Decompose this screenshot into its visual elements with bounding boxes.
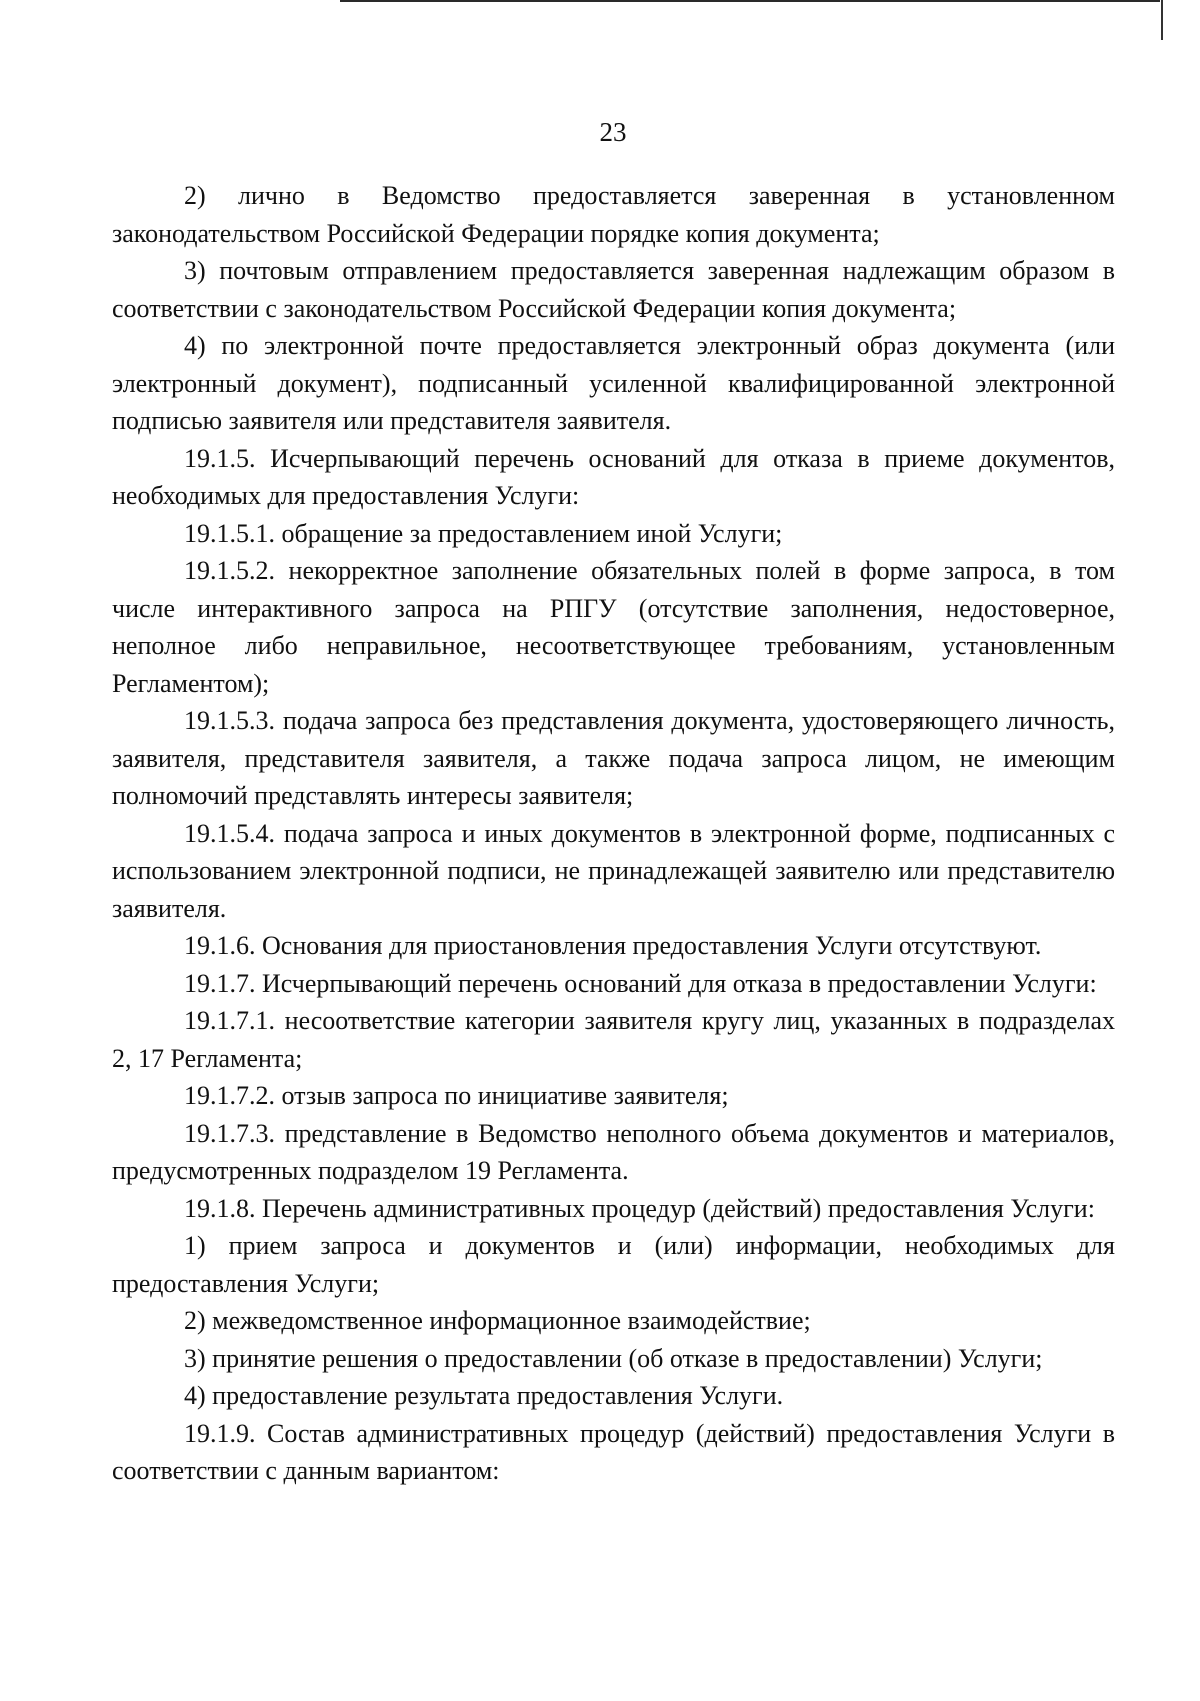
paragraph-19-1-5-1: 19.1.5.1. обращение за предоставлением иной Услуги;	[184, 518, 783, 548]
paragraph-19-1-7-3: 19.1.7.3. представление в Ведомство неполного объема документов и материалов, предусмотренных подразделом 19 Регламента.	[112, 1118, 1115, 1185]
paragraph-procedure-2: 2) межведомственное информационное взаимодействие;	[184, 1306, 811, 1335]
right-edge-mark	[1161, 0, 1163, 40]
paragraph-item-2-personal: 2) лично в Ведомство предоставляется заверенная в установленном законодательством Российской Федерации порядке копия документа;	[112, 181, 1115, 248]
paragraph-19-1-7-1: 19.1.7.1. несоответствие категории заявителя кругу лиц, указанных в подразделах 2, 17 Регламента;	[112, 1006, 1115, 1073]
paragraph-procedure-3: 3) принятие решения о предоставлении (об отказе в предоставлении) Услуги;	[184, 1343, 1043, 1373]
paragraph-19-1-6: 19.1.6. Основания для приостановления предоставления Услуги отсутствуют.	[184, 931, 1042, 960]
paragraph-19-1-8: 19.1.8. Перечень административных процедур (действий) предоставления Услуги:	[184, 1193, 1095, 1223]
paragraph-19-1-5: 19.1.5. Исчерпывающий перечень оснований для отказа в приеме документов, необходимых для предоставления Услуги:	[112, 443, 1115, 510]
paragraph-19-1-7: 19.1.7. Исчерпывающий перечень оснований для отказа в предоставлении Услуги:	[184, 968, 1097, 998]
paragraph-19-1-7-2: 19.1.7.2. отзыв запроса по инициативе заявителя;	[184, 1081, 729, 1110]
paragraph-19-1-5-2: 19.1.5.2. некорректное заполнение обязательных полей в форме запроса, в том числе интерактивного запроса на РПГУ (отсутствие заполнения, недостоверное, неполное либо неправильное, несоответствующее требованиям, установленным Регламентом);	[112, 556, 1115, 698]
document-body	[112, 177, 1115, 1490]
paragraph-procedure-1: 1) прием запроса и документов и (или) информации, необходимых для предоставления Услуги;	[112, 1231, 1115, 1298]
page-number: 23	[599, 117, 627, 147]
paragraph-19-1-9: 19.1.9. Состав административных процедур (действий) предоставления Услуги в соответствии с данным вариантом:	[112, 1418, 1115, 1485]
paragraph-19-1-5-4: 19.1.5.4. подача запроса и иных документов в электронной форме, подписанных с использованием электронной подписи, не принадлежащей заявителю или представителю заявителя.	[112, 818, 1115, 923]
paragraph-item-3-postal: 3) почтовым отправлением предоставляется заверенная надлежащим образом в соответствии с законодательством Российской Федерации копия документа;	[112, 256, 1115, 323]
paragraph-procedure-4: 4) предоставление результата предоставления Услуги.	[184, 1381, 784, 1410]
paragraph-19-1-5-3: 19.1.5.3. подача запроса без представления документа, удостоверяющего личность, заявителя, представителя заявителя, а также подача запроса лицом, не имеющим полномочий представлять интересы заявителя;	[112, 706, 1115, 810]
top-edge-rule	[340, 0, 1160, 2]
paragraph-item-4-email: 4) по электронной почте предоставляется электронный образ документа (или электронный документ), подписанный усиленной квалифицированной электронной подписью заявителя или представителя заявителя.	[112, 331, 1115, 435]
